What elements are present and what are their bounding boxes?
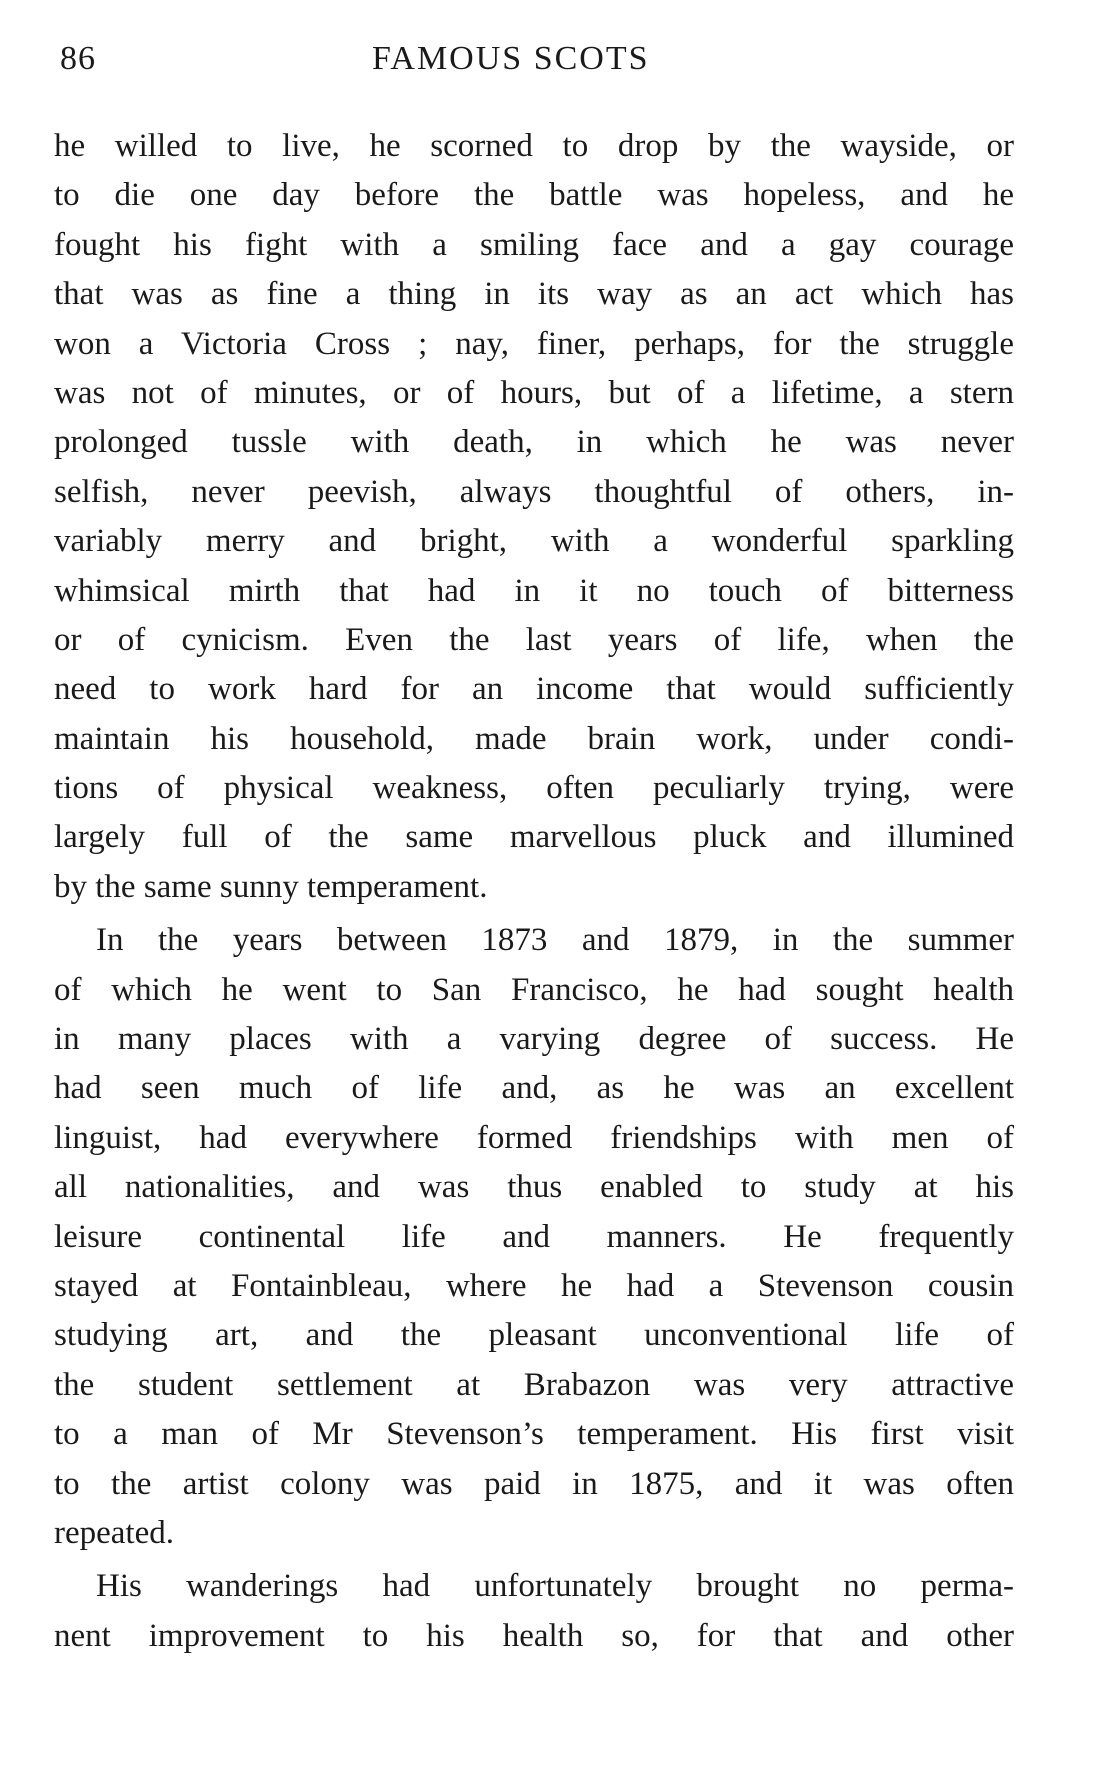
text-line: His wanderings had unfortunately brought no perma- bbox=[96, 1568, 1014, 1605]
text-line: stayed at Fontainbleau, where he had a Stevenson cousin bbox=[54, 1267, 1014, 1304]
text-line: won a Victoria Cross ; nay, finer, perhaps, for the struggle bbox=[54, 325, 1014, 362]
text-line: to a man of Mr Stevenson’s temperament. His first visit bbox=[54, 1416, 1014, 1453]
text-line: whimsical mirth that had in it no touch of bitterness bbox=[54, 572, 1014, 609]
text-line: fought his fight with a smiling face and a gay courage bbox=[54, 226, 1014, 263]
text-line: or of cynicism. Even the last years of life, when the bbox=[54, 621, 1014, 658]
running-head bbox=[0, 40, 1113, 90]
text-line: to the artist colony was paid in 1875, and it was often bbox=[54, 1465, 1014, 1502]
text-line: was not of minutes, or of hours, but of a lifetime, a stern bbox=[54, 374, 1014, 411]
running-title: FAMOUS SCOTS bbox=[372, 40, 650, 77]
paragraph bbox=[54, 1562, 1014, 1661]
text-line: had seen much of life and, as he was an excellent bbox=[54, 1070, 1014, 1107]
text-line: in many places with a varying degree of success. He bbox=[54, 1021, 1014, 1058]
text-line: the student settlement at Brabazon was very attractive bbox=[54, 1366, 1014, 1403]
text-line: by the same sunny temperament. bbox=[54, 868, 488, 905]
text-line: linguist, had everywhere formed friendships with men of bbox=[54, 1119, 1014, 1156]
text-line: all nationalities, and was thus enabled to study at his bbox=[54, 1169, 1014, 1206]
text-line: maintain his household, made brain work, under condi- bbox=[54, 720, 1014, 757]
body-text bbox=[54, 122, 1014, 1661]
paragraph bbox=[54, 122, 1014, 912]
text-line: variably merry and bright, with a wonderful sparkling bbox=[54, 523, 1014, 560]
text-line: repeated. bbox=[54, 1514, 174, 1551]
text-line: that was as fine a thing in its way as an act which has bbox=[54, 276, 1014, 313]
text-line: leisure continental life and manners. He frequently bbox=[54, 1218, 1014, 1255]
text-line: selfish, never peevish, always thoughtful of others, in- bbox=[54, 473, 1014, 510]
text-line: prolonged tussle with death, in which he was never bbox=[54, 424, 1014, 461]
text-line: need to work hard for an income that would sufficiently bbox=[54, 671, 1014, 708]
page-number: 86 bbox=[60, 40, 96, 77]
paragraph bbox=[54, 916, 1014, 1558]
text-line: he willed to live, he scorned to drop by the wayside, or bbox=[54, 128, 1014, 164]
text-line: tions of physical weakness, often peculiarly trying, were bbox=[54, 770, 1014, 807]
text-line: to die one day before the battle was hopeless, and he bbox=[54, 177, 1014, 214]
text-line: of which he went to San Francisco, he had sought health bbox=[54, 971, 1014, 1008]
text-line: studying art, and the pleasant unconventional life of bbox=[54, 1317, 1014, 1354]
text-line: nent improvement to his health so, for that and other bbox=[54, 1617, 1014, 1654]
text-line: In the years between 1873 and 1879, in the summer bbox=[96, 922, 1014, 959]
text-line: largely full of the same marvellous pluck and illumined bbox=[54, 819, 1014, 856]
